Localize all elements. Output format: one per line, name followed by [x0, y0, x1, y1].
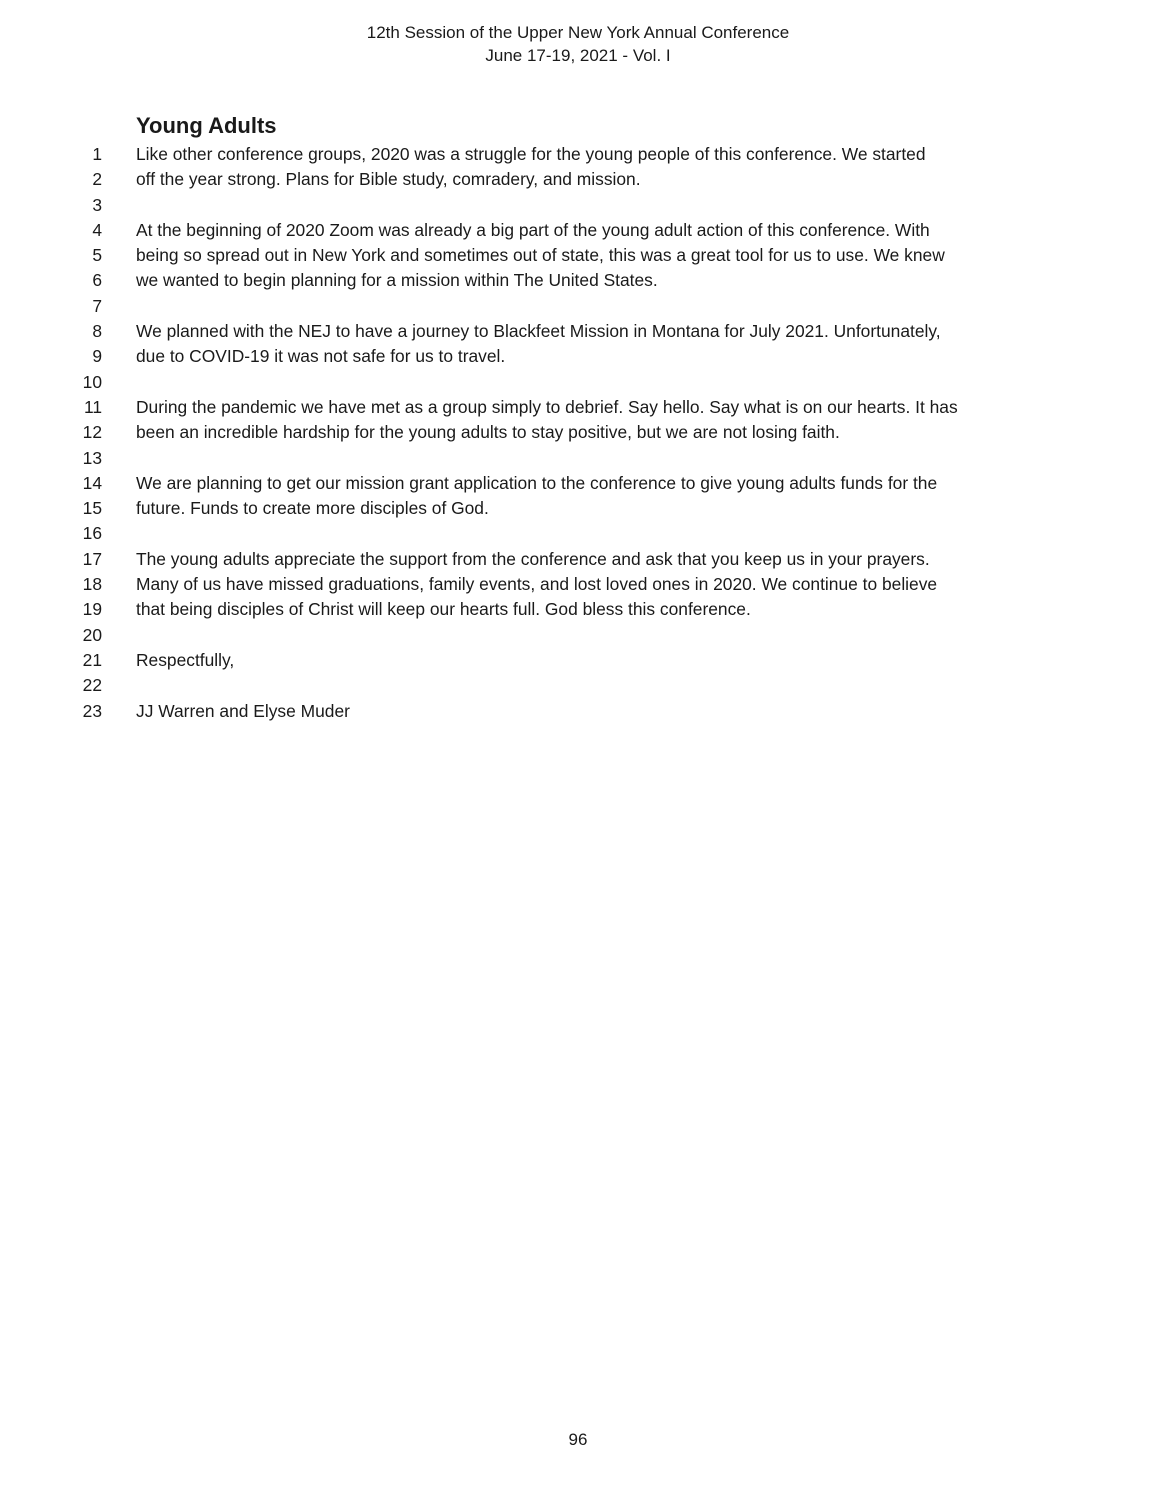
line-text: future. Funds to create more disciples of God.	[136, 498, 489, 519]
text-line	[0, 699, 1156, 724]
text-line	[0, 218, 1156, 243]
header-dates-volume: June 17-19, 2021 - Vol. I	[485, 46, 671, 65]
text-line	[0, 142, 1156, 167]
text-line	[0, 167, 1156, 192]
text-line	[0, 344, 1156, 369]
line-number: 6	[92, 270, 102, 291]
line-text: that being disciples of Christ will keep our hearts full. God bless this conference.	[136, 599, 751, 620]
text-line	[0, 268, 1156, 293]
line-number: 23	[82, 700, 102, 721]
text-line	[0, 471, 1156, 496]
line-text: being so spread out in New York and sometimes out of state, this was a great tool for us to use. We knew	[136, 245, 945, 266]
line-number: 13	[82, 447, 102, 468]
text-line	[0, 319, 1156, 344]
numbered-body-text	[0, 142, 1156, 724]
text-line	[0, 496, 1156, 521]
line-text: due to COVID-19 it was not safe for us to travel.	[136, 346, 506, 367]
line-number: 2	[92, 169, 102, 190]
line-number: 17	[82, 548, 102, 569]
text-line	[0, 193, 1156, 218]
line-number: 9	[92, 346, 102, 367]
line-text: Many of us have missed graduations, family events, and lost loved ones in 2020. We continue to believe	[136, 574, 938, 595]
line-text: We are planning to get our mission grant application to the conference to give young adults funds for the	[136, 472, 938, 493]
line-number: 11	[83, 396, 102, 417]
line-text: At the beginning of 2020 Zoom was already a big part of the young adult action of this conference. With	[136, 219, 930, 240]
header-conference-title: 12th Session of the Upper New York Annual Conference	[366, 23, 790, 42]
text-line	[0, 395, 1156, 420]
line-number: 14	[82, 472, 102, 493]
text-line	[0, 572, 1156, 597]
running-header	[0, 21, 1156, 67]
text-line	[0, 370, 1156, 395]
line-number: 21	[82, 649, 102, 670]
line-text: Respectfully,	[136, 649, 235, 670]
text-line	[0, 521, 1156, 546]
line-text: off the year strong. Plans for Bible study, comradery, and mission.	[136, 169, 641, 190]
line-number: 12	[82, 422, 102, 443]
line-number: 18	[82, 574, 102, 595]
line-text: We planned with the NEJ to have a journey to Blackfeet Mission in Montana for July 2021. Unfortunately,	[136, 321, 941, 342]
text-line	[0, 648, 1156, 673]
text-line	[0, 420, 1156, 445]
line-number: 4	[92, 219, 102, 240]
line-number: 20	[82, 624, 102, 645]
line-number: 7	[92, 295, 102, 316]
line-text: The young adults appreciate the support from the conference and ask that you keep us in your prayers.	[136, 548, 930, 569]
line-text: During the pandemic we have met as a group simply to debrief. Say hello. Say what is on our hearts. It has	[136, 396, 958, 417]
text-line	[0, 446, 1156, 471]
line-number: 10	[82, 371, 102, 392]
line-text: we wanted to begin planning for a mission within The United States.	[136, 270, 658, 291]
line-text: JJ Warren and Elyse Muder	[136, 700, 350, 721]
text-line	[0, 623, 1156, 648]
line-text: been an incredible hardship for the young adults to stay positive, but we are not losing faith.	[136, 422, 840, 443]
line-number: 16	[82, 523, 102, 544]
line-number: 15	[82, 498, 102, 519]
line-text: Like other conference groups, 2020 was a struggle for the young people of this conference. We started	[136, 144, 926, 164]
line-number: 22	[82, 675, 102, 696]
line-number: 1	[92, 144, 102, 164]
line-number: 19	[82, 599, 102, 620]
page-number: 96	[568, 1430, 588, 1449]
section-title: Young Adults	[136, 113, 277, 138]
line-number: 5	[92, 245, 102, 266]
text-line	[0, 673, 1156, 698]
text-line	[0, 547, 1156, 572]
line-number: 8	[92, 321, 102, 342]
text-line	[0, 597, 1156, 622]
text-line	[0, 243, 1156, 268]
text-line	[0, 294, 1156, 319]
line-number: 3	[92, 194, 102, 215]
